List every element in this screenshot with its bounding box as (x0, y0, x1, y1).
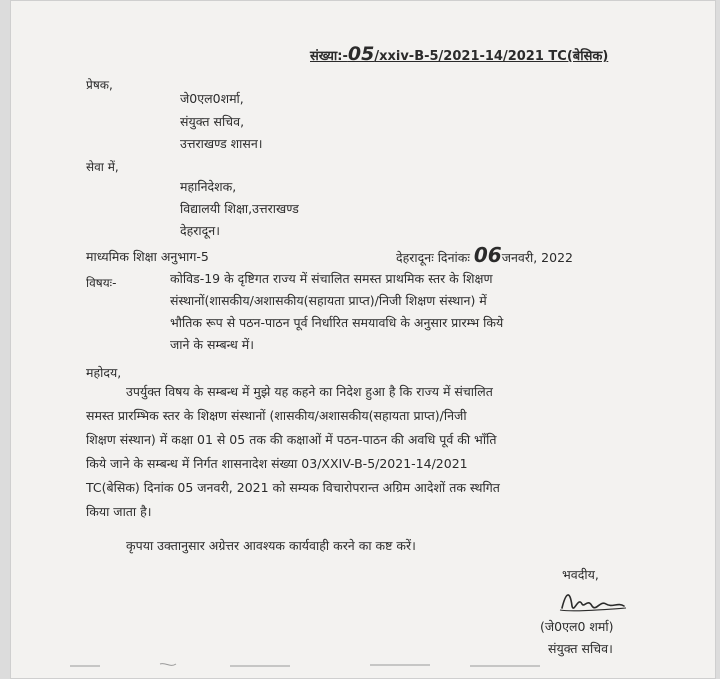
letter-page (10, 0, 716, 679)
subject-line-4: जाने के सम्बन्ध में। (170, 337, 254, 352)
body-line-5: TC(बेसिक) दिनांक 05 जनवरी, 2021 को सम्यक विचारोपरान्त अग्रिम आदेशों तक स्थगित (86, 480, 500, 495)
closing-request: कृपया उक्तानुसार अग्रेत्तर आवश्यक कार्यवाही करने का कष्ट करें। (126, 538, 416, 553)
date-handwritten-day: 06 (473, 243, 502, 267)
letter-date (396, 243, 573, 267)
recipient-city: देहरादून। (180, 223, 220, 238)
document-frame (10, 0, 716, 679)
body-line-6: किया जाता है। (86, 504, 152, 519)
body-line-4: किये जाने के सम्बन्ध में निर्गत शासनादेश संख्या 03/XXIV-B-5/2021-14/2021 (86, 456, 468, 471)
sender-label: प्रेषक, (86, 78, 113, 92)
subject-label: विषयः- (86, 276, 117, 290)
signatory-name: (जे0एल0 शर्मा) (540, 619, 614, 634)
reference-suffix: /xxiv-B-5/2021-14/2021 TC(बेसिक) (374, 49, 609, 64)
date-prefix: देहरादूनः दिनांकः (396, 250, 470, 265)
section-name: माध्यमिक शिक्षा अनुभाग-5 (86, 249, 209, 264)
page-cutoff-marks (70, 660, 550, 670)
yours-faithfully: भवदीय, (562, 567, 599, 582)
signatory-title: संयुक्त सचिव। (548, 641, 613, 656)
date-suffix: जनवरी, 2022 (501, 250, 573, 265)
body-line-2: समस्त प्रारम्भिक स्तर के शिक्षण संस्थानों (शासकीय/अशासकीय(सहायता प्राप्त)/निजी (86, 408, 467, 423)
body-line-3: शिक्षण संस्थान) में कक्षा 01 से 05 तक की कक्षाओं में पठन-पाठन की अवधि पूर्व की भाँति (86, 432, 497, 447)
sender-designation: संयुक्त सचिव, (180, 114, 245, 129)
sender-office: उत्तराखण्ड शासन। (180, 136, 263, 151)
reference-handwritten-number: 05 (347, 43, 375, 65)
salutation: महोदय, (86, 365, 122, 380)
recipient-name: महानिदेशक, (180, 179, 237, 194)
reference-number (310, 43, 608, 65)
reference-prefix: संख्या:- (310, 49, 348, 64)
signature-scribble (558, 586, 628, 616)
recipient-label: सेवा में, (86, 160, 119, 174)
recipient-department: विद्यालयी शिक्षा,उत्तराखण्ड (180, 201, 299, 216)
subject-line-3: भौतिक रूप से पठन-पाठन पूर्व निर्धारित समयावधि के अनुसार प्रारम्भ किये (170, 315, 504, 330)
body-line-1: उपर्युक्त विषय के सम्बन्ध में मुझे यह कहने का निदेश हुआ है कि राज्य में संचालित (126, 384, 493, 399)
sender-name: जे0एल0शर्मा, (180, 91, 244, 106)
subject-line-1: कोविड-19 के दृष्टिगत राज्य में संचालित समस्त प्राथमिक स्तर के शिक्षण (170, 271, 493, 286)
subject-line-2: संस्थानों(शासकीय/अशासकीय(सहायता प्राप्त)/निजी शिक्षण संस्थान) में (170, 293, 487, 308)
